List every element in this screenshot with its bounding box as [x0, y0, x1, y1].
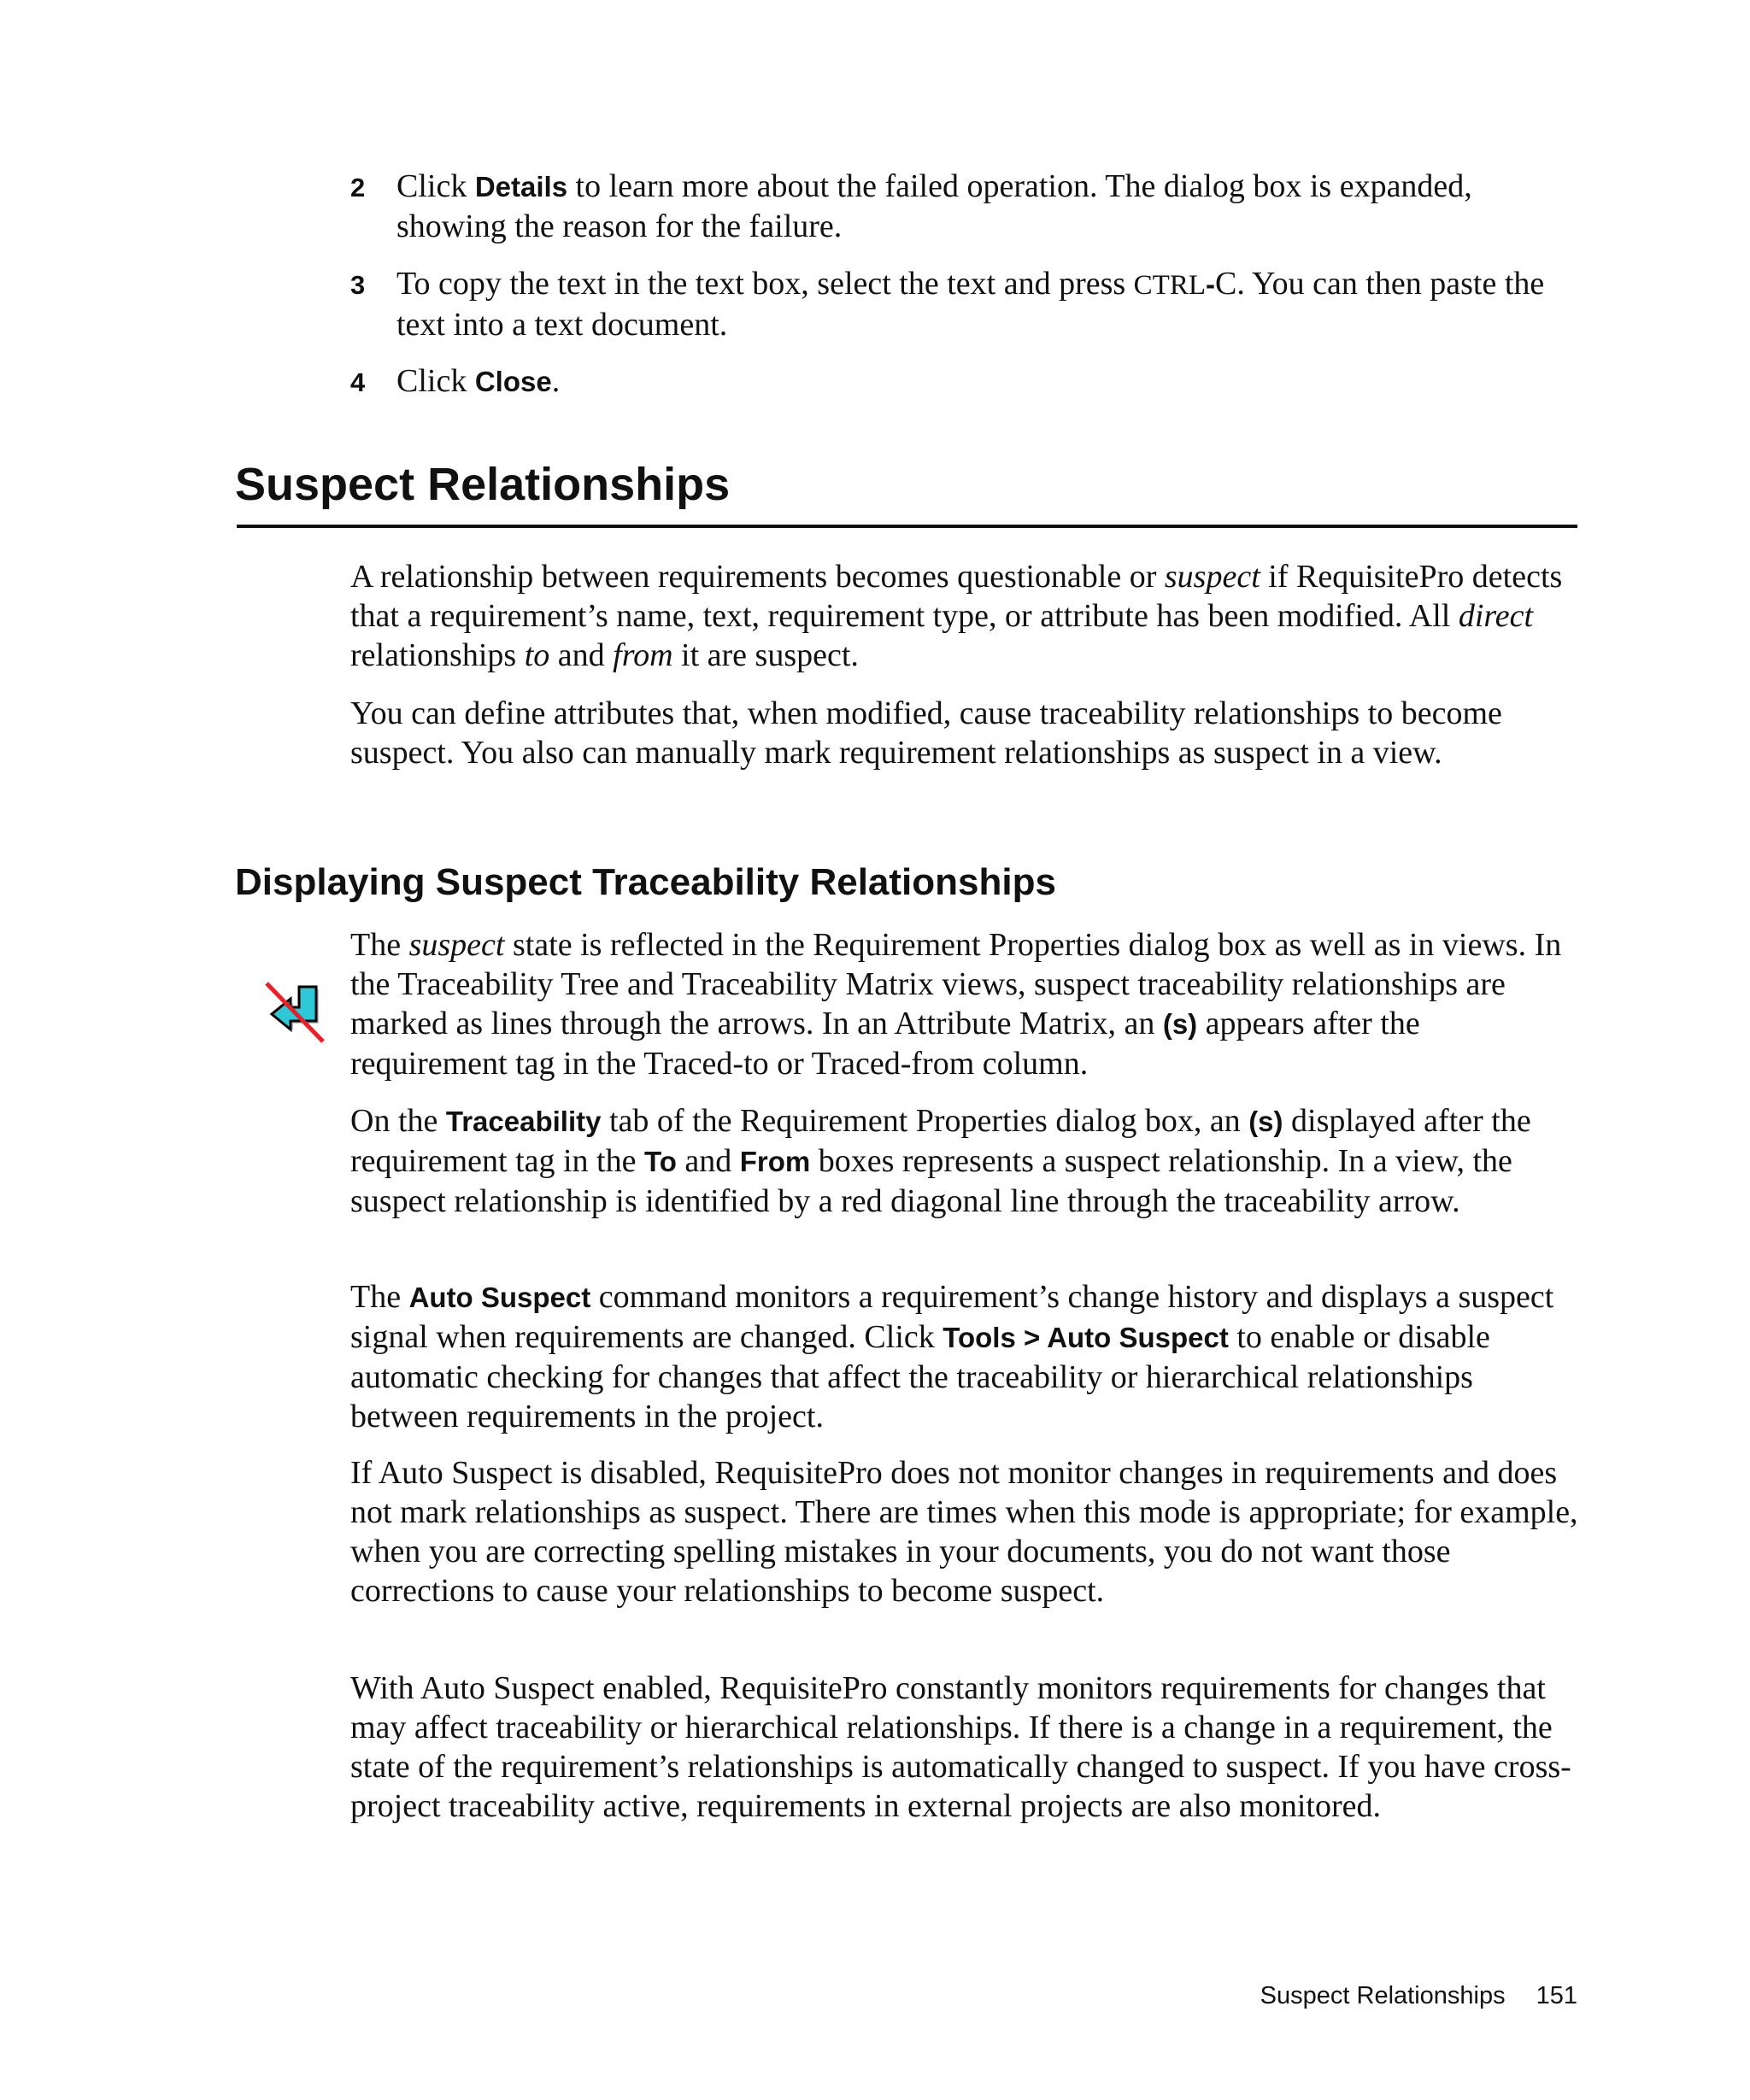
page-footer: [1260, 1980, 1577, 2011]
step-text-part: to learn more about the failed operation. The dialog box is expanded, showing the reason for the failure.: [396, 168, 1472, 244]
text-run: tab of the Requirement Properties dialog box, an: [601, 1103, 1249, 1139]
text-run: and: [676, 1143, 740, 1179]
step-text-part: Click: [396, 168, 475, 204]
text-run: The: [350, 927, 409, 963]
step-number: 3: [350, 270, 366, 300]
suspect-arrow-icon: [261, 980, 328, 1047]
text-run: boxes represents a suspect relationship. In a view, the suspect relationship is identified by a red diagonal line through the traceability arrow.: [350, 1143, 1512, 1219]
text-run: The: [350, 1279, 409, 1315]
text-run: displayed after the requirement tag in the: [350, 1103, 1531, 1179]
step-text-part: .: [551, 363, 561, 399]
subsection-paragraph-5: With Auto Suspect enabled, RequisitePro constantly monitors requirements for changes that may affect traceability or hierarchical relationships. If there is a change in a requirement, the state of the requirement’s relationships is automatically changed to suspect. If you have cross-project traceability active, requirements in external projects are also monitored.: [350, 1670, 1571, 1824]
step-2: [350, 167, 1581, 246]
auto-suspect-command-label: Auto Suspect: [408, 1282, 591, 1313]
emphasis: suspect: [1164, 559, 1260, 595]
step-number: 4: [350, 367, 366, 397]
tools-auto-suspect-menu-path: Tools > Auto Suspect: [943, 1322, 1229, 1353]
step-number: 2: [350, 173, 366, 202]
traceability-tab-label: Traceability: [445, 1106, 602, 1137]
text-run: relationships: [350, 637, 525, 673]
step-text: [396, 264, 1581, 344]
subsection-paragraph-2: [350, 1101, 1581, 1221]
step-text: [396, 167, 1581, 246]
key-separator: -: [1206, 268, 1216, 300]
step-text-part: Click: [396, 363, 475, 399]
details-ui-label: Details: [474, 171, 568, 202]
section-title: Suspect Relationships: [235, 459, 731, 510]
text-run: A relationship between requirements becomes questionable or: [350, 559, 1165, 595]
text-run: appears after the requirement tag in the Traced-to or Traced-from column.: [350, 1006, 1420, 1082]
text-run: to enable or disable automatic checking for changes that affect the traceability or hierarchical relationships between requirements in the project.: [350, 1319, 1490, 1434]
text-run: On the: [350, 1103, 446, 1139]
step-3: [350, 264, 1581, 344]
step-text: [396, 361, 1581, 402]
key-c: C: [1215, 266, 1237, 302]
from-box-label: From: [739, 1146, 811, 1177]
key-ctrl: CTRL: [1133, 270, 1207, 301]
suspect-marker-label: (s): [1248, 1106, 1283, 1137]
section-paragraph-1: [350, 557, 1581, 675]
emphasis: suspect: [408, 927, 505, 963]
close-ui-label: Close: [474, 366, 552, 397]
text-run: command monitors a requirement’s change history and displays a suspect signal when requirements are changed. Click: [350, 1279, 1554, 1355]
text-run: and: [549, 637, 614, 673]
text-run: if RequisitePro detects that a requirement’s name, text, requirement type, or attribute has been modified. All: [350, 559, 1563, 634]
footer-section-title: Suspect Relationships: [1260, 1982, 1506, 2009]
page-number: 151: [1536, 1982, 1577, 2009]
subsection-paragraph-1: [350, 925, 1581, 1083]
section-paragraph-2: You can define attributes that, when modified, cause traceability relationships to become suspect. You also can manually mark requirement relationships as suspect in a view.: [350, 695, 1502, 771]
to-box-label: To: [644, 1146, 677, 1177]
suspect-marker-label: (s): [1162, 1008, 1198, 1040]
step-text-part: . You can then paste the text into a text document.: [396, 266, 1545, 343]
heading-rule: [237, 525, 1577, 528]
emphasis: from: [613, 637, 673, 673]
step-4: [350, 361, 1581, 402]
text-run: state is reflected in the Requirement Properties dialog box as well as in views. In the Traceability Tree and Traceability Matrix views, suspect traceability relationships are marked as lines through the arrows. In an Attribute Matrix, an: [350, 927, 1562, 1041]
subsection-paragraph-3: [350, 1277, 1581, 1436]
subsection-paragraph-4: If Auto Suspect is disabled, RequisitePro does not monitor changes in requirements and does not mark relationships as suspect. There are times when this mode is appropriate; for example, when you are correcting spelling mistakes in your documents, you do not want those corrections to cause your relationships to become suspect.: [350, 1455, 1578, 1609]
subsection-title: Displaying Suspect Traceability Relationships: [235, 861, 1056, 903]
step-text-part: To copy the text in the text box, select the text and press: [396, 266, 1134, 302]
emphasis: direct: [1458, 598, 1534, 634]
emphasis: to: [524, 637, 550, 673]
text-run: it are suspect.: [672, 637, 859, 673]
